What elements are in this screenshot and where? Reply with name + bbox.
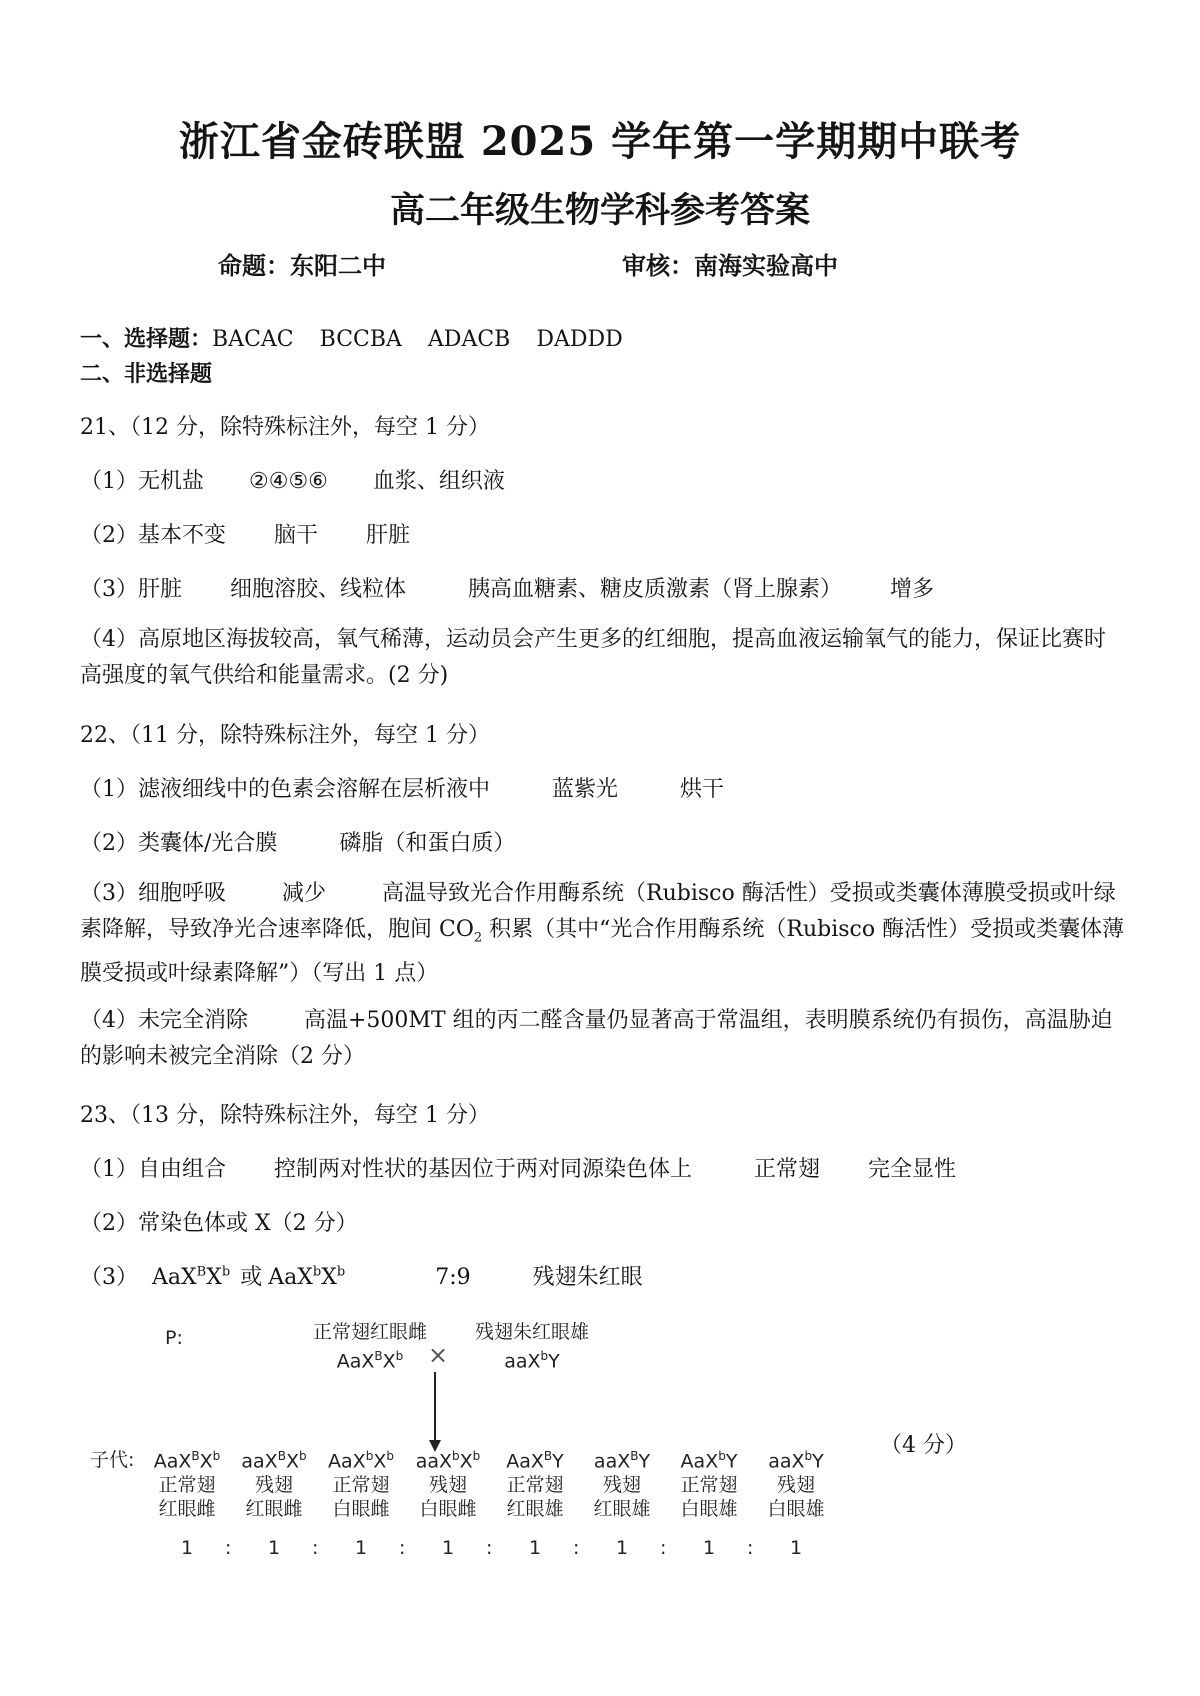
genotype-text: X [382, 1350, 396, 1373]
wing-phenotype: 正常翅 [506, 1474, 564, 1497]
q22-part2 [80, 826, 515, 857]
genotype-text: aaX [593, 1450, 631, 1473]
answer-text: 减少 [282, 881, 327, 906]
answer-text: 控制两对性状的基因位于两对同源染色体上 [274, 1157, 693, 1182]
q23-part2: （2）常染色体或 X（2 分） [80, 1211, 358, 1236]
genotype [406, 1444, 490, 1473]
ratio-separator: : [399, 1537, 406, 1559]
superscript: b [212, 1449, 221, 1463]
phenotype: 正常翅红眼雌 [312, 1321, 427, 1343]
ratio-value: 1 [355, 1537, 368, 1559]
genotype-text: X [459, 1450, 473, 1473]
offspring-cell [145, 1444, 229, 1521]
ratio-separator: : [486, 1537, 493, 1559]
wing-phenotype: 正常翅 [680, 1474, 738, 1497]
answer-group: ADACB [427, 327, 511, 352]
ratio-value: 1 [790, 1537, 803, 1559]
q22-part3 [80, 876, 1125, 992]
superscript: b [395, 1349, 404, 1363]
parent-male [452, 1320, 612, 1373]
offspring-label: 子代: [90, 1449, 135, 1471]
genotype [232, 1444, 316, 1473]
superscript: b [718, 1449, 726, 1463]
answer-text: 增多 [890, 577, 935, 602]
wing-phenotype: 残翅 [602, 1474, 641, 1497]
superscript: B [196, 1264, 207, 1280]
answer-text: 残翅朱红眼 [532, 1265, 643, 1290]
genotype [493, 1444, 577, 1473]
genotype [452, 1344, 612, 1373]
q23-part3 [80, 1260, 643, 1291]
answer-text: （2）类囊体/光合膜 [80, 831, 278, 856]
answer-text: 蓝紫光 [552, 777, 619, 802]
superscript: B [374, 1349, 383, 1363]
wing-phenotype: 残翅 [254, 1474, 293, 1497]
genotype-text: aaX [415, 1450, 453, 1473]
q23-header: 23、（13 分，除特殊标注外，每空 1 分） [80, 1103, 490, 1128]
answer-text: 胰高血糖素、糖皮质激素（肾上腺素） [468, 577, 843, 602]
diagram-score: （4 分） [880, 1433, 967, 1458]
ratio-row [145, 1537, 865, 1563]
ratio-separator: : [747, 1537, 754, 1559]
eye-phenotype: 白眼雌 [332, 1498, 390, 1521]
ratio-separator: : [225, 1537, 232, 1559]
offspring-cell [493, 1444, 577, 1521]
offspring-cell [232, 1444, 316, 1521]
ratio-value: 1 [181, 1537, 194, 1559]
answer-text: （3）细胞呼吸 [80, 881, 226, 906]
genotype [754, 1444, 838, 1473]
answer-text: 肝脏 [366, 523, 411, 548]
answer-text: 脑干 [274, 523, 319, 548]
wing-phenotype: 正常翅 [332, 1474, 390, 1497]
ratio-separator: : [312, 1537, 319, 1559]
reviewer-label: 审核：南海实验高中 [622, 251, 838, 280]
genotype-text: X [373, 1450, 387, 1473]
genotype [145, 1444, 229, 1473]
offspring-cell [667, 1444, 751, 1521]
genotype-text: aaX [504, 1350, 541, 1373]
genotype-text: AaX [680, 1450, 719, 1473]
offspring-cell [580, 1444, 664, 1521]
genotype-text: Y [725, 1450, 738, 1473]
answer-text: 高温+500MT 组的丙二醛含量仍显著高于常温组，表明膜系统仍有损伤，高温胁迫的影响未被完全消除（2 分） [80, 1008, 1113, 1069]
genotype-text: aaX [241, 1450, 278, 1473]
superscript: B [277, 1449, 286, 1463]
q21-part3 [80, 572, 934, 603]
answer-text: 细胞溶胶、线粒体 [230, 577, 407, 602]
answer-text: （3）肝脏 [80, 577, 182, 602]
offspring-cell [319, 1444, 403, 1521]
q22-header: 22、（11 分，除特殊标注外，每空 1 分） [80, 723, 490, 748]
author-label: 命题：东阳二中 [218, 251, 386, 280]
genotype-text: Y [638, 1450, 651, 1473]
page-subtitle: 高二年级生物学科参考答案 [389, 190, 810, 231]
ratio-value: 1 [442, 1537, 455, 1559]
answer-text: 完全显性 [868, 1157, 957, 1182]
q22-part1 [80, 772, 724, 803]
superscript: B [543, 1449, 553, 1463]
answer-text: （1）无机盐 [80, 469, 204, 494]
answer-text: ②④⑤⑥ [249, 469, 328, 494]
answer-text: 磷脂（和蛋白质） [339, 831, 516, 856]
superscript: b [452, 1449, 460, 1463]
superscript: b [386, 1449, 394, 1463]
q21-part1 [80, 464, 505, 495]
superscript: b [336, 1264, 346, 1280]
cross-arrow [425, 1372, 445, 1454]
answer-group: BCCBA [319, 327, 402, 352]
superscript: b [365, 1449, 374, 1463]
genotype-text: AaX [336, 1350, 375, 1373]
section-nonchoice-label: 二、非选择题 [80, 361, 213, 387]
genotype-text: X [285, 1450, 299, 1473]
genotype [319, 1444, 403, 1473]
genotype: AaX [152, 1265, 197, 1290]
superscript: b [804, 1449, 813, 1463]
genotype: AaX [268, 1265, 313, 1290]
answer-text: （1）滤液细线中的色素会溶解在层析液中 [80, 777, 490, 802]
q22-part4 [80, 1003, 1125, 1075]
genotype-text: Y [812, 1450, 824, 1473]
wing-phenotype: 正常翅 [158, 1474, 216, 1497]
superscript: b [221, 1264, 231, 1280]
section-choice [80, 322, 623, 353]
superscript: B [191, 1449, 200, 1463]
genotype [580, 1444, 664, 1473]
answer-text: 高温导致光合作用酶系统（Rubisco 酶活性）受损或类囊体薄膜受损或叶绿素降解，导致净光合速率降低，胞间 CO [80, 881, 1116, 942]
answer-group: DADDD [536, 327, 623, 352]
answer-text: 积累（其中“光合作用酶系统（Rubisco 酶活性）受损或类囊体薄膜受损或叶绿素降解”）（写出 1 点） [80, 917, 1125, 987]
q21-part4: （4）高原地区海拔较高，氧气稀薄，运动员会产生更多的红细胞，提高血液运输氧气的能力，保证比赛时高强度的氧气供给和能量需求。(2 分) [80, 627, 1107, 688]
answer-text: （2）基本不变 [80, 523, 226, 548]
eye-phenotype: 红眼雄 [593, 1498, 651, 1521]
ratio-value: 1 [616, 1537, 629, 1559]
wing-phenotype: 残翅 [428, 1474, 467, 1497]
offspring-cell [406, 1444, 490, 1521]
genotype-text: X [199, 1450, 213, 1473]
ratio-value: 1 [529, 1537, 542, 1559]
answer-text: （1）自由组合 [80, 1157, 226, 1182]
parent-label: P: [165, 1327, 183, 1349]
ratio-value: 1 [703, 1537, 716, 1559]
genotype-text: AaX [328, 1450, 366, 1473]
answer-text: 正常翅 [754, 1157, 821, 1182]
answer-text: 7:9 [435, 1265, 471, 1290]
genotype: X [321, 1265, 337, 1290]
section-choice-label: 一、选择题： [80, 326, 213, 352]
q23-part1 [80, 1152, 956, 1183]
eye-phenotype: 红眼雌 [158, 1498, 216, 1521]
eye-phenotype: 红眼雌 [245, 1498, 303, 1521]
ratio-separator: : [660, 1537, 667, 1559]
superscript: b [540, 1349, 549, 1363]
ratio-separator: : [573, 1537, 580, 1559]
genotype: X [206, 1265, 222, 1290]
genotype-text: Y [548, 1350, 560, 1373]
genotype [667, 1444, 751, 1473]
page-title: 浙江省金砖联盟 2025 学年第一学期期中联考 [178, 118, 1022, 165]
genotype-text: AaX [153, 1450, 192, 1473]
answer-text: 或 [240, 1265, 263, 1290]
superscript: b [472, 1449, 481, 1463]
genotype-text: Y [552, 1450, 564, 1473]
answer-group: BACAC [212, 327, 294, 352]
eye-phenotype: 白眼雄 [680, 1498, 738, 1521]
offspring-row [145, 1444, 865, 1534]
eye-phenotype: 红眼雄 [506, 1498, 564, 1521]
answer-text: 烘干 [680, 777, 725, 802]
cross-symbol: × [428, 1341, 449, 1369]
superscript: B [630, 1449, 639, 1463]
superscript: b [312, 1264, 322, 1280]
answer-text: 血浆、组织液 [372, 469, 505, 494]
q21-header: 21、（12 分，除特殊标注外，每空 1 分） [80, 415, 490, 440]
superscript: b [298, 1449, 307, 1463]
wing-phenotype: 残翅 [776, 1474, 815, 1497]
genotype-text: aaX [768, 1450, 805, 1473]
subscript: 2 [473, 930, 483, 946]
eye-phenotype: 白眼雄 [767, 1498, 825, 1521]
genotype-text: AaX [506, 1450, 544, 1473]
q21-part2 [80, 518, 410, 549]
phenotype: 残翅朱红眼雄 [474, 1321, 589, 1343]
answer-text: （3） [80, 1265, 138, 1290]
answer-text: （4）未完全消除 [80, 1008, 248, 1033]
eye-phenotype: 白眼雌 [419, 1498, 477, 1521]
ratio-value: 1 [268, 1537, 281, 1559]
offspring-cell [754, 1444, 838, 1521]
